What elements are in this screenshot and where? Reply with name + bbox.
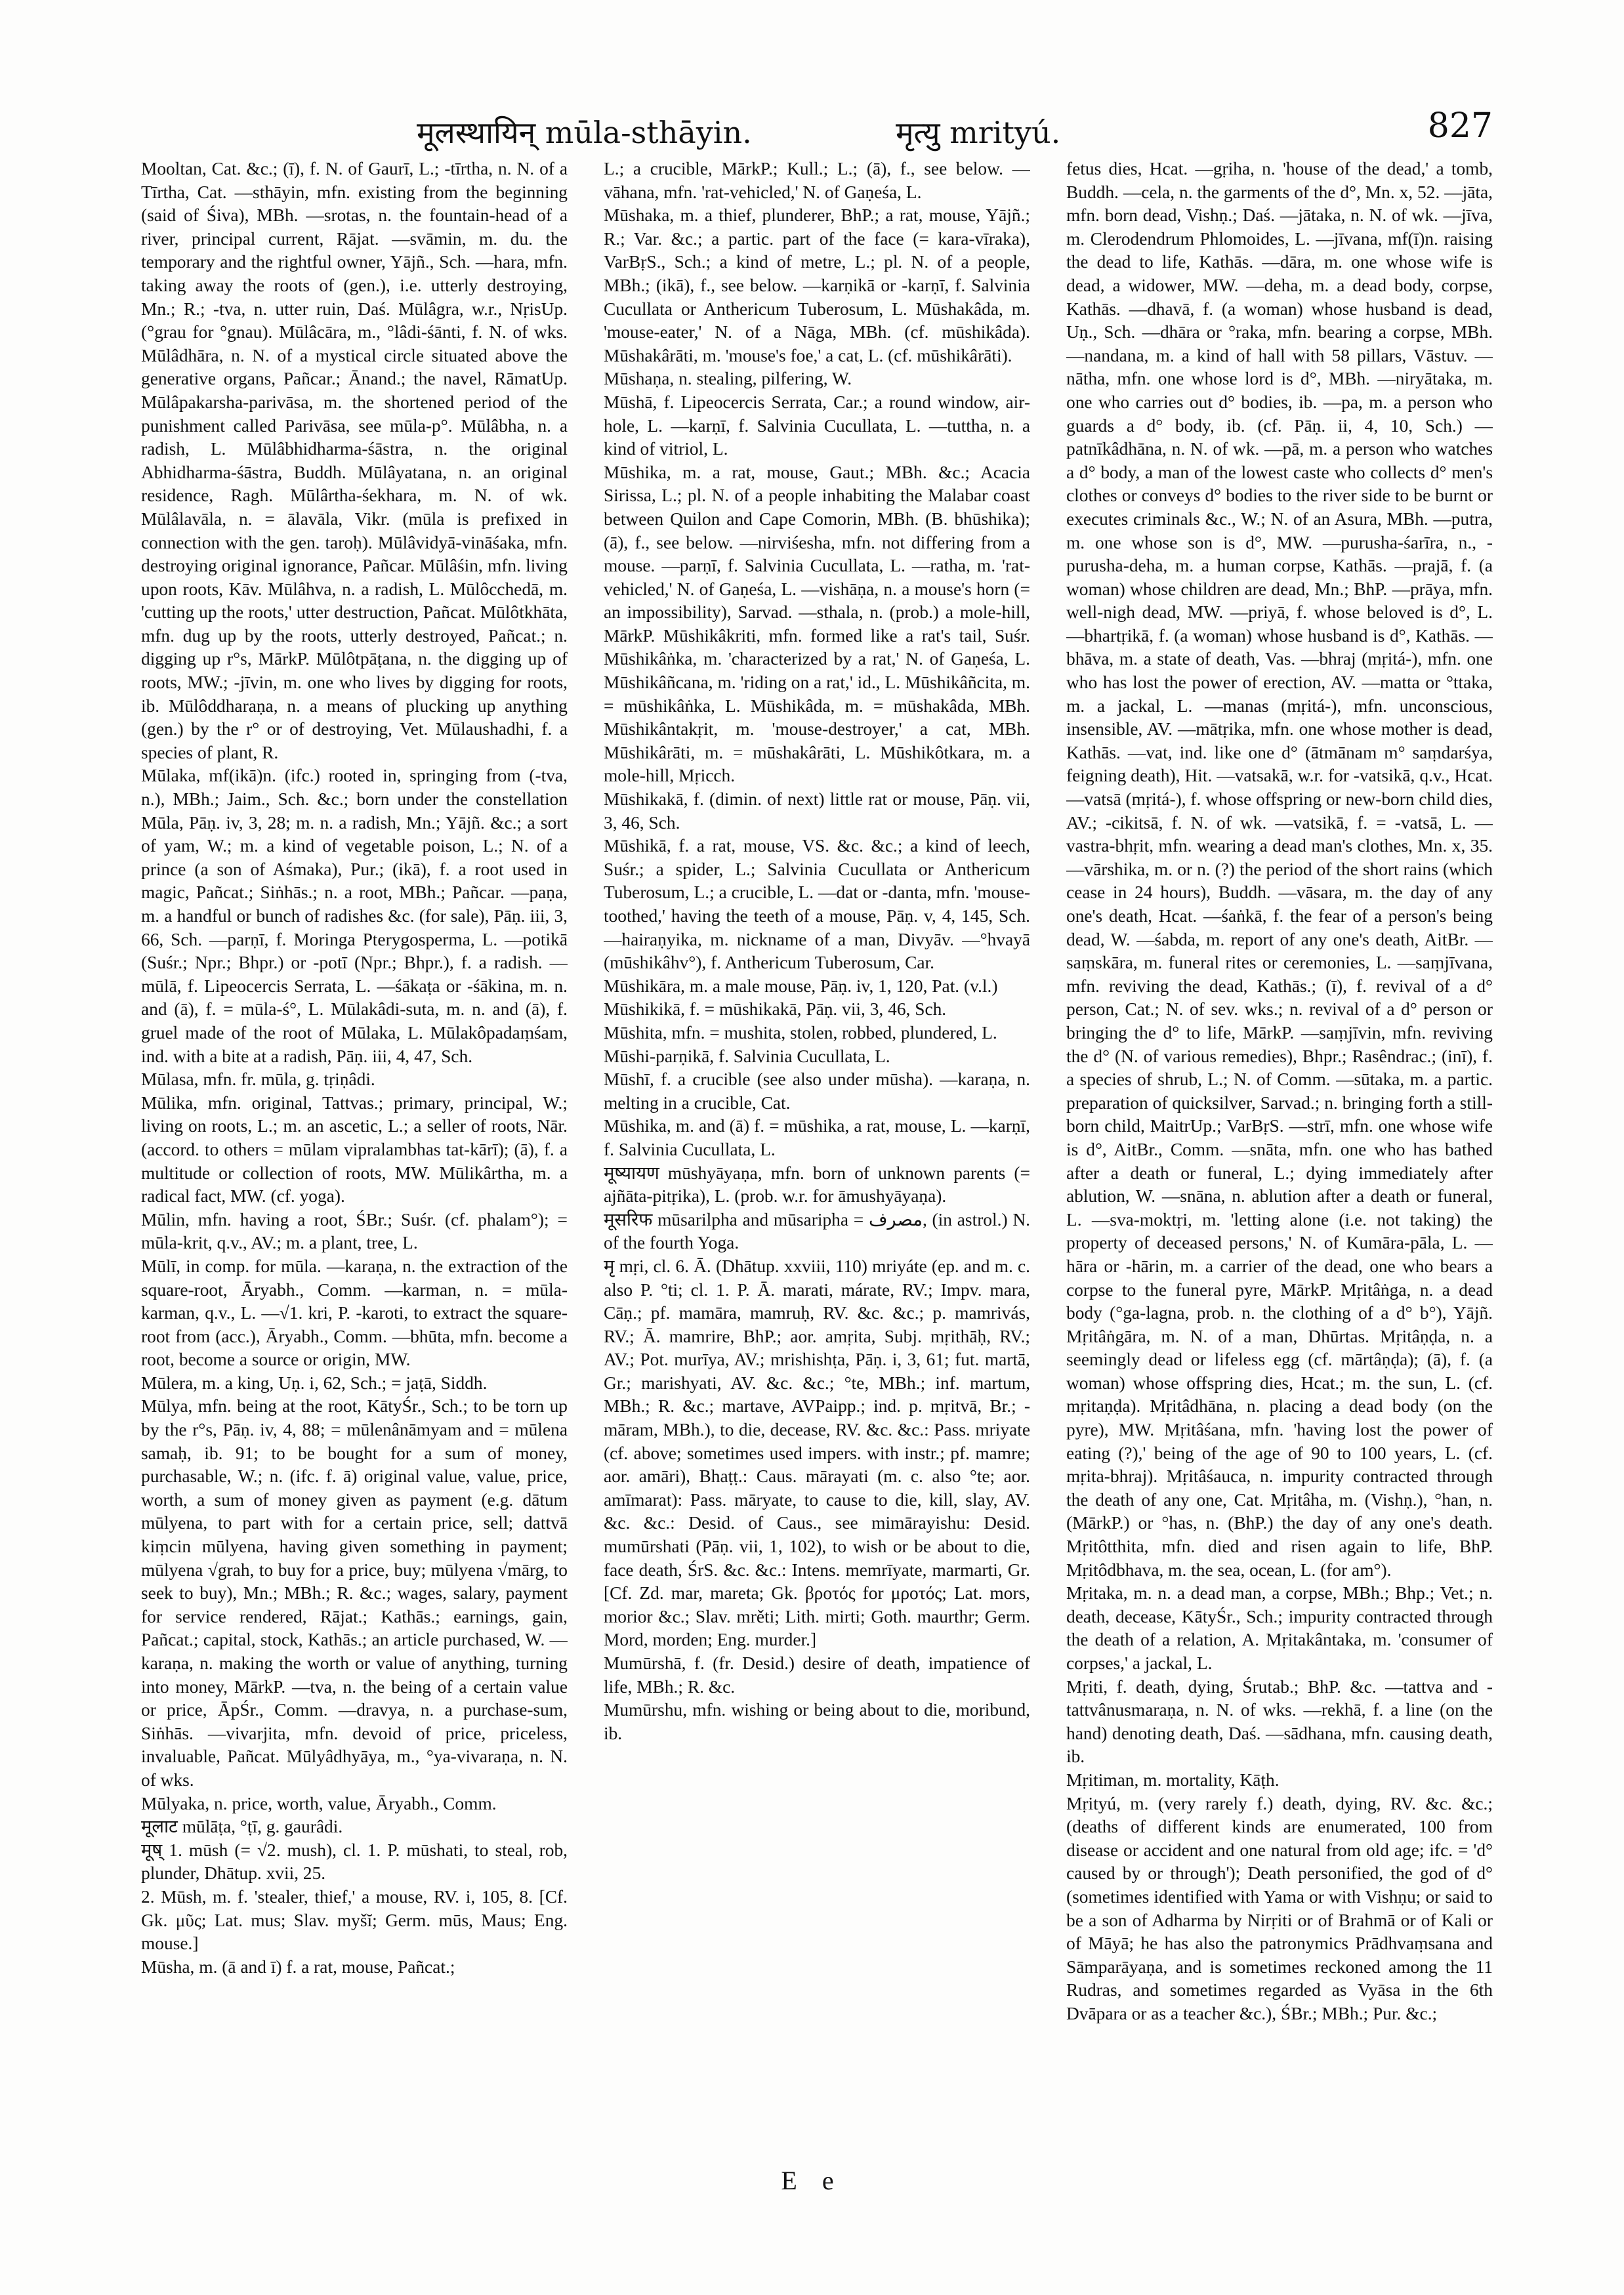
entry-paragraph: Mūlya, mfn. being at the root, KātyŚr., Sch.; to be torn up by the r°s, Pāṇ. iv, 4, 88; = mūlenânāmyam and = mūlena samaḥ, ib. 91; to be bought for a sum of money, purchasable, W.; n. (ifc. f. ā) original value, value, price, worth, a sum of money given as payment (e.g. dātum mūlyena, to part with for a certain price, sell; dattvā kiṃcin mūlyena, having given something in payment; mūlyena √grah, to buy for a price, buy; mūlyena √mārg, to seek to buy), Mn.; MBh.; R. &c.; wages, salary, payment for service rendered, Rājat.; Kathās.; earnings, gain, Pañcat.; capital, stock, Kathās.; an article purchased, W. —karaṇa, n. making the worth or value of anything, turning into money, MārkP. —tva, n. the being of a certain value or price, ĀpŚr., Comm. —dravya, n. a purchase-sum, Siṅhās. —vivarjita, mfn. devoid of price, priceless, invaluable, Pañcat. Mūlyâdhyāya, m., °ya-vivaraṇa, n. N. of wks.: [141, 1396, 568, 1790]
entry-paragraph: Mūlyaka, n. price, worth, value, Āryabh., Comm.: [141, 1793, 497, 1813]
entry-paragraph: Mūshikāra, m. a male mouse, Pāṇ. iv, 1, 120, Pat. (v.l.): [604, 976, 998, 996]
entry-paragraph: Mūshika, m. and (ā) f. = mūshika, a rat, mouse, L. —karṇī, f. Salvinia Cucullata, L.: [604, 1116, 1030, 1159]
entry-paragraph: Mūshikakā, f. (dimin. of next) little rat or mouse, Pāṇ. vii, 3, 46, Sch.: [604, 789, 1030, 833]
header-left-headword: मूलस्थायिन् mūla-sthāyin.: [417, 115, 752, 150]
entry-paragraph: 2. Mūsh, m. f. 'stealer, thief,' a mouse, RV. i, 105, 8. [Cf. Gk. μῦς; Lat. mus; Slav. myšĭ; Germ. mūs, Maus; Eng. mouse.]: [141, 1886, 568, 1954]
entry-paragraph: Mūshaka, m. a thief, plunderer, BhP.; a rat, mouse, Yājñ.; R.; Var. &c.; a partic. part of the face (= kara-vīraka), VarBṛS., Sch.; a kind of metre, L.; pl. N. of a people, MBh.; (ikā), f., see below. —karṇikā or -karṇī, f. Salvinia Cucullata or Anthericum Tuberosum, L. Mūshakâda, m. 'mouse-eater,' N. of a Nāga, MBh. (cf. mūshikâda). Mūshakârāti, m. 'mouse's foe,' a cat, L. (cf. mūshikârāti).: [604, 205, 1030, 365]
entry-paragraph: Mṛitiman, m. mortality, Kāṭh.: [1066, 1769, 1280, 1790]
entry-paragraph: Mūshī, f. a crucible (see also under mūsha). —karaṇa, n. melting in a crucible, Cat.: [604, 1069, 1030, 1113]
entry-paragraph: मूष् 1. mūsh (= √2. mush), cl. 1. P. mūshati, to steal, rob, plunder, Dhātup. xvii, 25.: [141, 1840, 568, 1884]
entry-paragraph: मृ mṛi, cl. 6. Ā. (Dhātup. xxviii, 110) mriyáte (ep. and m. c. also P. °ti; cl. 1. P. Ā. marati, márate, RV.; Impv. mara, Cāṇ.; pf. mamāra, mamruḥ, RV. &c. &c.; p. mamrivás, RV.; Ā. mamrire, BhP.; aor. amṛita, Subj. mṛithāḥ, RV.; AV.; Pot. murīya, AV.; mrishishṭa, Pāṇ. i, 3, 61; fut. martā, Gr.; marishyati, AV. &c. &c.; °te, MBh.; inf. martum, MBh.; R. &c.; martave, AVPaipp.; ind. p. mṛitvā, Br.; -māram, MBh.), to die, decease, RV. &c. &c.: Pass. mriyate (cf. above; sometimes used impers. with instr.; pf. mamre; aor. amāri), Bhaṭṭ.: Caus. mārayati (m. c. also °te; aor. amīmarat): Pass. māryate, to cause to die, kill, slay, AV. &c. &c.: Desid. of Caus., see mimārayishu: Desid. mumūrshati (Pāṇ. vii, 1, 102), to wish or be about to die, face death, ŚrS. &c. &c.: Intens. memrīyate, marmarti, Gr. [Cf. Zd. mar, mareta; Gk. βροτός for μροτός; Lat. mors, morior &c.; Slav. mrěti; Lith. mirti; Goth. maurthr; Germ. Mord, morden; Eng. murder.]: [604, 1256, 1030, 1650]
entry-paragraph: L.; a crucible, MārkP.; Kull.; L.; (ā), f., see below. —vāhana, mfn. 'rat-vehicled,' N. of Gaṇeśa, L.: [604, 159, 1030, 202]
entry-paragraph: Mūlika, mfn. original, Tattvas.; primary, principal, W.; living on roots, L.; m. an ascetic, L.; a seller of roots, Nār. (accord. to others = mūlam vipralambhas tat-kārī); (ā), f. a multitude or collection of roots, MW. Mūlikârtha, m. a radical fact, MW. (cf. yoga).: [141, 1092, 568, 1207]
entry-paragraph: fetus dies, Hcat. —gṛiha, n. 'house of the dead,' a tomb, Buddh. —cela, n. the garments of the d°, Mn. x, 52. —jāta, mfn. born dead, Vishṇ.; Daś. —jātaka, n. N. of wk. —jīva, m. Clerodendrum Phlomoides, L. —jīvana, mf(ī)n. raising the dead to life, Kathās. —dāra, m. one whose wife is dead, a widower, MW. —deha, m. a dead body, corpse, Kathās. —dhavā, f. (a woman) whose husband is dead, Uṇ., Sch. —dhāra or °raka, mfn. bearing a corpse, MBh. —nandana, m. a kind of hall with 58 pillars, Vāstuv. —nātha, mfn. one whose lord is d°, MBh. —niryātaka, m. one who carries out d° bodies, ib. —pa, m. a person who guards a d° body, ib. (cf. Pāṇ. ii, 4, 10, Sch.) —patnīkâdhāna, n. N. of wk. —pā, m. a person who watches a d° body, a man of the lowest caste who collects d° men's clothes or conveys d° bodies to the river side to be burnt or executes criminals &c., W.; N. of an Asura, MBh. —putra, m. one whose son is d°, MW. —purusha-śarīra, n., -purusha-deha, m. a human corpse, Kathās. —prajā, f. (a woman) whose children are dead, Mn.; BhP. —prāya, mfn. well-nigh dead, MW. —priyā, f. whose beloved is d°, L. —bhartṛikā, f. (a woman) whose husband is d°, Kathās. —bhāva, m. a state of death, Vas. —bhraj (mṛitá-), mfn. one who has lost the power of erection, AV. —matta or °ttaka, m. a jackal, L. —manas (mṛitá-), mfn. unconscious, insensible, AV. —mātṛika, mfn. one whose mother is dead, Kathās. —vat, ind. like one d° (ātmānam m° saṃdarśya, feigning death), Hit. —vatsakā, w.r. for -vatsikā, q.v., Hcat. —vatsā (mṛitá-), f. whose offspring or new-born child dies, AV.; -cikitsā, f. N. of wk. —vatsikā, f. = -vatsā, L. —vastra-bhṛit, mfn. wearing a dead man's clothes, Mn. x, 35. —vārshika, m. or n. (?) the period of the short rains (which cease in 24 hours), Buddh. —vāsara, m. the day of any one's death, Hcat. —śaṅkā, f. the fear of a person's being dead, W. —śabda, m. report of any one's death, AitBr. —saṃskāra, m. funeral rites or ceremonies, L. —saṃjīvana, mfn. reviving the dead, Kathās.; (ī), f. revival of a d° person, Cat.; N. of sev. wks.; n. revival of a d° person or bringing the d° to life, MārkP. —saṃjīvin, mfn. reviving the d° (N. of various remedies), Bhpr.; Rasêndrac.; (inī), f. a species of shrub, L.; N. of Comm. —sūtaka, m. a partic. preparation of quicksilver, Sarvad.; n. bringing forth a still-born child, MaitrUp.; VarBṛS. —strī, mfn. one whose wife is d°, AitBr., Comm. —snāta, mfn. one who has bathed after a death or funeral, L.; dying immediately after ablution, W. —snāna, n. ablution after a death or funeral, L. —sva-moktṛi, m. 'letting alone (i.e. not taking) the property of deceased persons,' N. of Kumāra-pāla, L. —hāra or -hārin, m. a carrier of the dead, one who bears a corpse to the funeral pyre, MārkP. Mṛitâṅga, n. a dead body (°ga-lagna, prob. n. the clothing of a d° b°), Yājñ. Mṛitâṅgāra, m. N. of a man, Dhūrtas. Mṛitâṇḍa, n. a seemingly dead or lifeless egg (cf. mārtâṇḍa); (ā), f. (a woman) whose offspring dies, Hcat.; m. the sun, L. (cf. mṛitaṇḍa). Mṛitâdhāna, n. placing a dead body (on the pyre), MW. Mṛitâśana, mfn. 'having lost the power of eating (?),' being of the age of 90 to 100 years, L. (cf. mṛita-bhraj). Mṛitâśauca, n. impurity contracted through the death of any one, Cat. Mṛitâha, m. (Vishṇ.), °han, n. (MārkP.) or °has, n. (BhP.) the day of any one's death. Mṛitôtthita, mfn. died and risen again to life, BhP. Mṛitôdbhava, m. the sea, ocean, L. (for am°).: [1066, 159, 1493, 1580]
entry-paragraph: Mūlasa, mfn. fr. mūla, g. tṛiṇâdi.: [141, 1069, 375, 1090]
entry-paragraph: Mumūrshā, f. (fr. Desid.) desire of death, impatience of life, MBh.; R. &c.: [604, 1653, 1030, 1697]
entry-paragraph: Mūlī, in comp. for mūla. —karaṇa, n. the extraction of the square-root, Āryabh., Comm. —karman, n. = mūla-karman, q.v., L. —√1. kri, P. -karoti, to extract the square-root from (acc.), Āryabh., Comm. —bhūta, mfn. become a root, become a source or origin, MW.: [141, 1256, 568, 1370]
page-number: 827: [1427, 106, 1493, 146]
entry-paragraph: मूलाट mūlāṭa, °ṭī, g. gaurâdi.: [141, 1817, 343, 1837]
entry-paragraph: Mṛiti, f. death, dying, Śrutab.; BhP. &c. —tattva and -tattvânusmaraṇa, n. N. of wks. —rekhā, f. a line (on the hand) denoting death, Daś. —sādhana, mfn. causing death, ib.: [1066, 1676, 1493, 1767]
entry-paragraph: Mūshaṇa, n. stealing, pilfering, W.: [604, 369, 852, 389]
signature-mark: E e: [781, 2166, 843, 2195]
text-columns: [141, 157, 1493, 2159]
entry-paragraph: Mūlera, m. a king, Uṇ. i, 62, Sch.; = jaṭā, Siddh.: [141, 1373, 488, 1393]
entry-paragraph: मूष्यायण mūshyāyaṇa, mfn. born of unknown parents (= ajñāta-pitṛika), L. (prob. w.r. for āmushyāyaṇa).: [604, 1163, 1030, 1207]
entry-paragraph: Mūshikikā, f. = mūshikakā, Pāṇ. vii, 3, 46, Sch.: [604, 999, 947, 1020]
column-3: [1066, 157, 1493, 2159]
entry-paragraph: Mūlin, mfn. having a root, ŚBr.; Suśr. (cf. phalam°); = mūla-krit, q.v., AV.; m. a plant, tree, L.: [141, 1209, 568, 1253]
page-header: [141, 98, 1493, 157]
entry-paragraph: Mūshā, f. Lipeocercis Serrata, Car.; a round window, air-hole, L. —karṇī, f. Salvinia Cucullata, L. —tuttha, n. a kind of vitriol, L.: [604, 392, 1030, 459]
entry-paragraph: Mooltan, Cat. &c.; (ī), f. N. of Gaurī, L.; -tīrtha, n. N. of a Tīrtha, Cat. —sthāyin, mfn. existing from the beginning (said of Śiva), MBh. —srotas, n. the fountain-head of a river, principal current, Rājat. —svāmin, m. du. the temporary and the rightful owner, Yājñ., Sch. —hara, mfn. taking away the roots of (gen.), i.e. utterly destroying, Mn.; R.; -tva, n. utter ruin, Daś. Mūlâgra, w.r., NṛisUp. (°grau for °gnau). Mūlâcāra, m., °lâdi-śānti, f. N. of wks. Mūlâdhāra, n. N. of a mystical circle situated above the generative organs, Pañcar.; Ānand.; the navel, RāmatUp. Mūlâpakarsha-parivāsa, m. the shortened period of the punishment called Parivāsa, see mūla-p°. Mūlâbha, n. a radish, L. Mūlâbhidharma-śāstra, n. the original Abhidharma-śāstra, Buddh. Mūlâyatana, n. an original residence, Ragh. Mūlârtha-śekhara, m. N. of wk. Mūlâlavāla, n. = ālavāla, Vikr. (mūla is prefixed in connection with the gen. taroḥ). Mūlâvidyā-vināśaka, mfn. destroying original ignorance, Pañcar. Mūlâśin, mfn. living upon roots, Kāv. Mūlâhva, n. a radish, L. Mūlôcchedā, m. 'cutting up the roots,' utter destruction, Pañcat. Mūlôtkhāta, mfn. dug up by the roots, utterly destroyed, Pañcat.; n. digging up r°s, MārkP. Mūlôtpāṭana, n. the digging up of roots, MW.; -jīvin, m. one who lives by digging for roots, ib. Mūlôddharaṇa, n. a means of plucking up anything (gen.) by the r° or of destroying, Vet. Mūlaushadhi, f. a species of plant, R.: [141, 159, 568, 762]
entry-paragraph: Mṛitaka, m. n. a dead man, a corpse, MBh.; Bhp.; Vet.; n. death, decease, KātyŚr., Sch.; impurity contracted through the death of a relation, A. Mṛitakântaka, m. 'consumer of corpses,' a jackal, L.: [1066, 1583, 1493, 1673]
entry-paragraph: Mūshikā, f. a rat, mouse, VS. &c. &c.; a kind of leech, Suśr.; a spider, L.; Salvinia Cucullata or Anthericum Tuberosum, L.; a crucible, L. —dat or -danta, mfn. 'mouse-toothed,' having the teeth of a mouse, Pāṇ. v, 4, 145, Sch. —hairaṇyika, m. nickname of a man, Divyāv. —°hvayā (mūshikâhv°), f. Anthericum Tuberosum, Car.: [604, 836, 1030, 973]
entry-paragraph: Mūshita, mfn. = mushita, stolen, robbed, plundered, L.: [604, 1022, 997, 1043]
column-1: [141, 157, 568, 2159]
entry-paragraph: Mumūrshu, mfn. wishing or being about to die, moribund, ib.: [604, 1700, 1030, 1743]
entry-paragraph: मूसरिफ mūsarilpha and mūsaripha = مصرف, (in astrol.) N. of the fourth Yoga.: [604, 1209, 1030, 1253]
entry-paragraph: Mūsha, m. (ā and ī) f. a rat, mouse, Pañcat.;: [141, 1956, 455, 1977]
column-2: [604, 157, 1030, 2159]
entry-paragraph: Mūshika, m. a rat, mouse, Gaut.; MBh. &c.; Acacia Sirissa, L.; pl. N. of a people inhabiting the Malabar coast between Quilon and Cape Comorin, MBh. (B. bhūshika); (ā), f., see below. —nirviśesha, mfn. not differing from a mouse. —parṇī, f. Salvinia Cucullata, L. —ratha, m. 'rat-vehicled,' N. of Gaṇeśa, L. —vishāṇa, n. a mouse's horn (= an impossibility), Sarvad. —sthala, n. (prob.) a mole-hill, MārkP. Mūshikâkriti, mfn. formed like a rat's tail, Suśr. Mūshikâṅka, m. 'characterized by a rat,' N. of Gaṇeśa, L. Mūshikâñcana, m. 'riding on a rat,' id., L. Mūshikâñcita, m. = mūshikâṅka, L. Mūshikâda, m. = mūshakâda, MBh. Mūshikântakṛit, m. 'mouse-destroyer,' a cat, MBh. Mūshikârāti, m. = mūshakârāti, L. Mūshikôtkara, m. a mole-hill, Mṛicch.: [604, 462, 1030, 786]
entry-paragraph: Mūshi-parṇikā, f. Salvinia Cucullata, L.: [604, 1046, 890, 1066]
entry-paragraph: Mṛityú, m. (very rarely f.) death, dying, RV. &c. &c.; (deaths of different kinds are enumerated, 100 from disease or accident and one natural from old age; ifc. = 'd° caused by or through'); Death personified, the god of d° (sometimes identified with Yama or with Vishṇu; or said to be a son of Adharma by Nirṛiti or of Brahmā or of Kali or of Māyā; he has also the patronymics Prādhvaṃsana and Sāmparāyaṇa, and is sometimes reckoned among the 11 Rudras, and sometimes regarded as Vyāsa in the 6th Dvāpara or as a teacher &c.), ŚBr.; MBh.; Pur. &c.;: [1066, 1793, 1493, 2023]
header-right-headword: मृत्यु mrityú.: [896, 115, 1061, 150]
entry-paragraph: Mūlaka, mf(ikā)n. (ifc.) rooted in, springing from (-tva, n.), MBh.; Jaim., Sch. &c.; born under the constellation Mūla, Pāṇ. iv, 3, 28; m. n. a radish, Mn.; Yājñ. &c.; a sort of yam, W.; m. a kind of vegetable poison, L.; N. of a prince (a son of Aśmaka), Pur.; (ikā), f. a root used in magic, Pañcat.; Siṅhās.; n. a root, MBh.; Pañcar. —paṇa, m. a handful or bunch of radishes &c. (for sale), Pāṇ. iii, 3, 66, Sch. —parṇī, f. Moringa Pterygosperma, L. —potikā (Suśr.; Npr.; Bhpr.) or -potī (Npr.; Bhpr.), f. a radish. —mūlā, f. Lipeocercis Serrata, L. —śākaṭa or -śākina, m. n. and (ā), f. = mūla-ś°, L. Mūlakâdi-suta, m. n. and (ā), f. gruel made of the root of Mūlaka, L. Mūlakôpadaṃśam, ind. with a bite at a radish, Pāṇ. iii, 4, 47, Sch.: [141, 766, 568, 1066]
